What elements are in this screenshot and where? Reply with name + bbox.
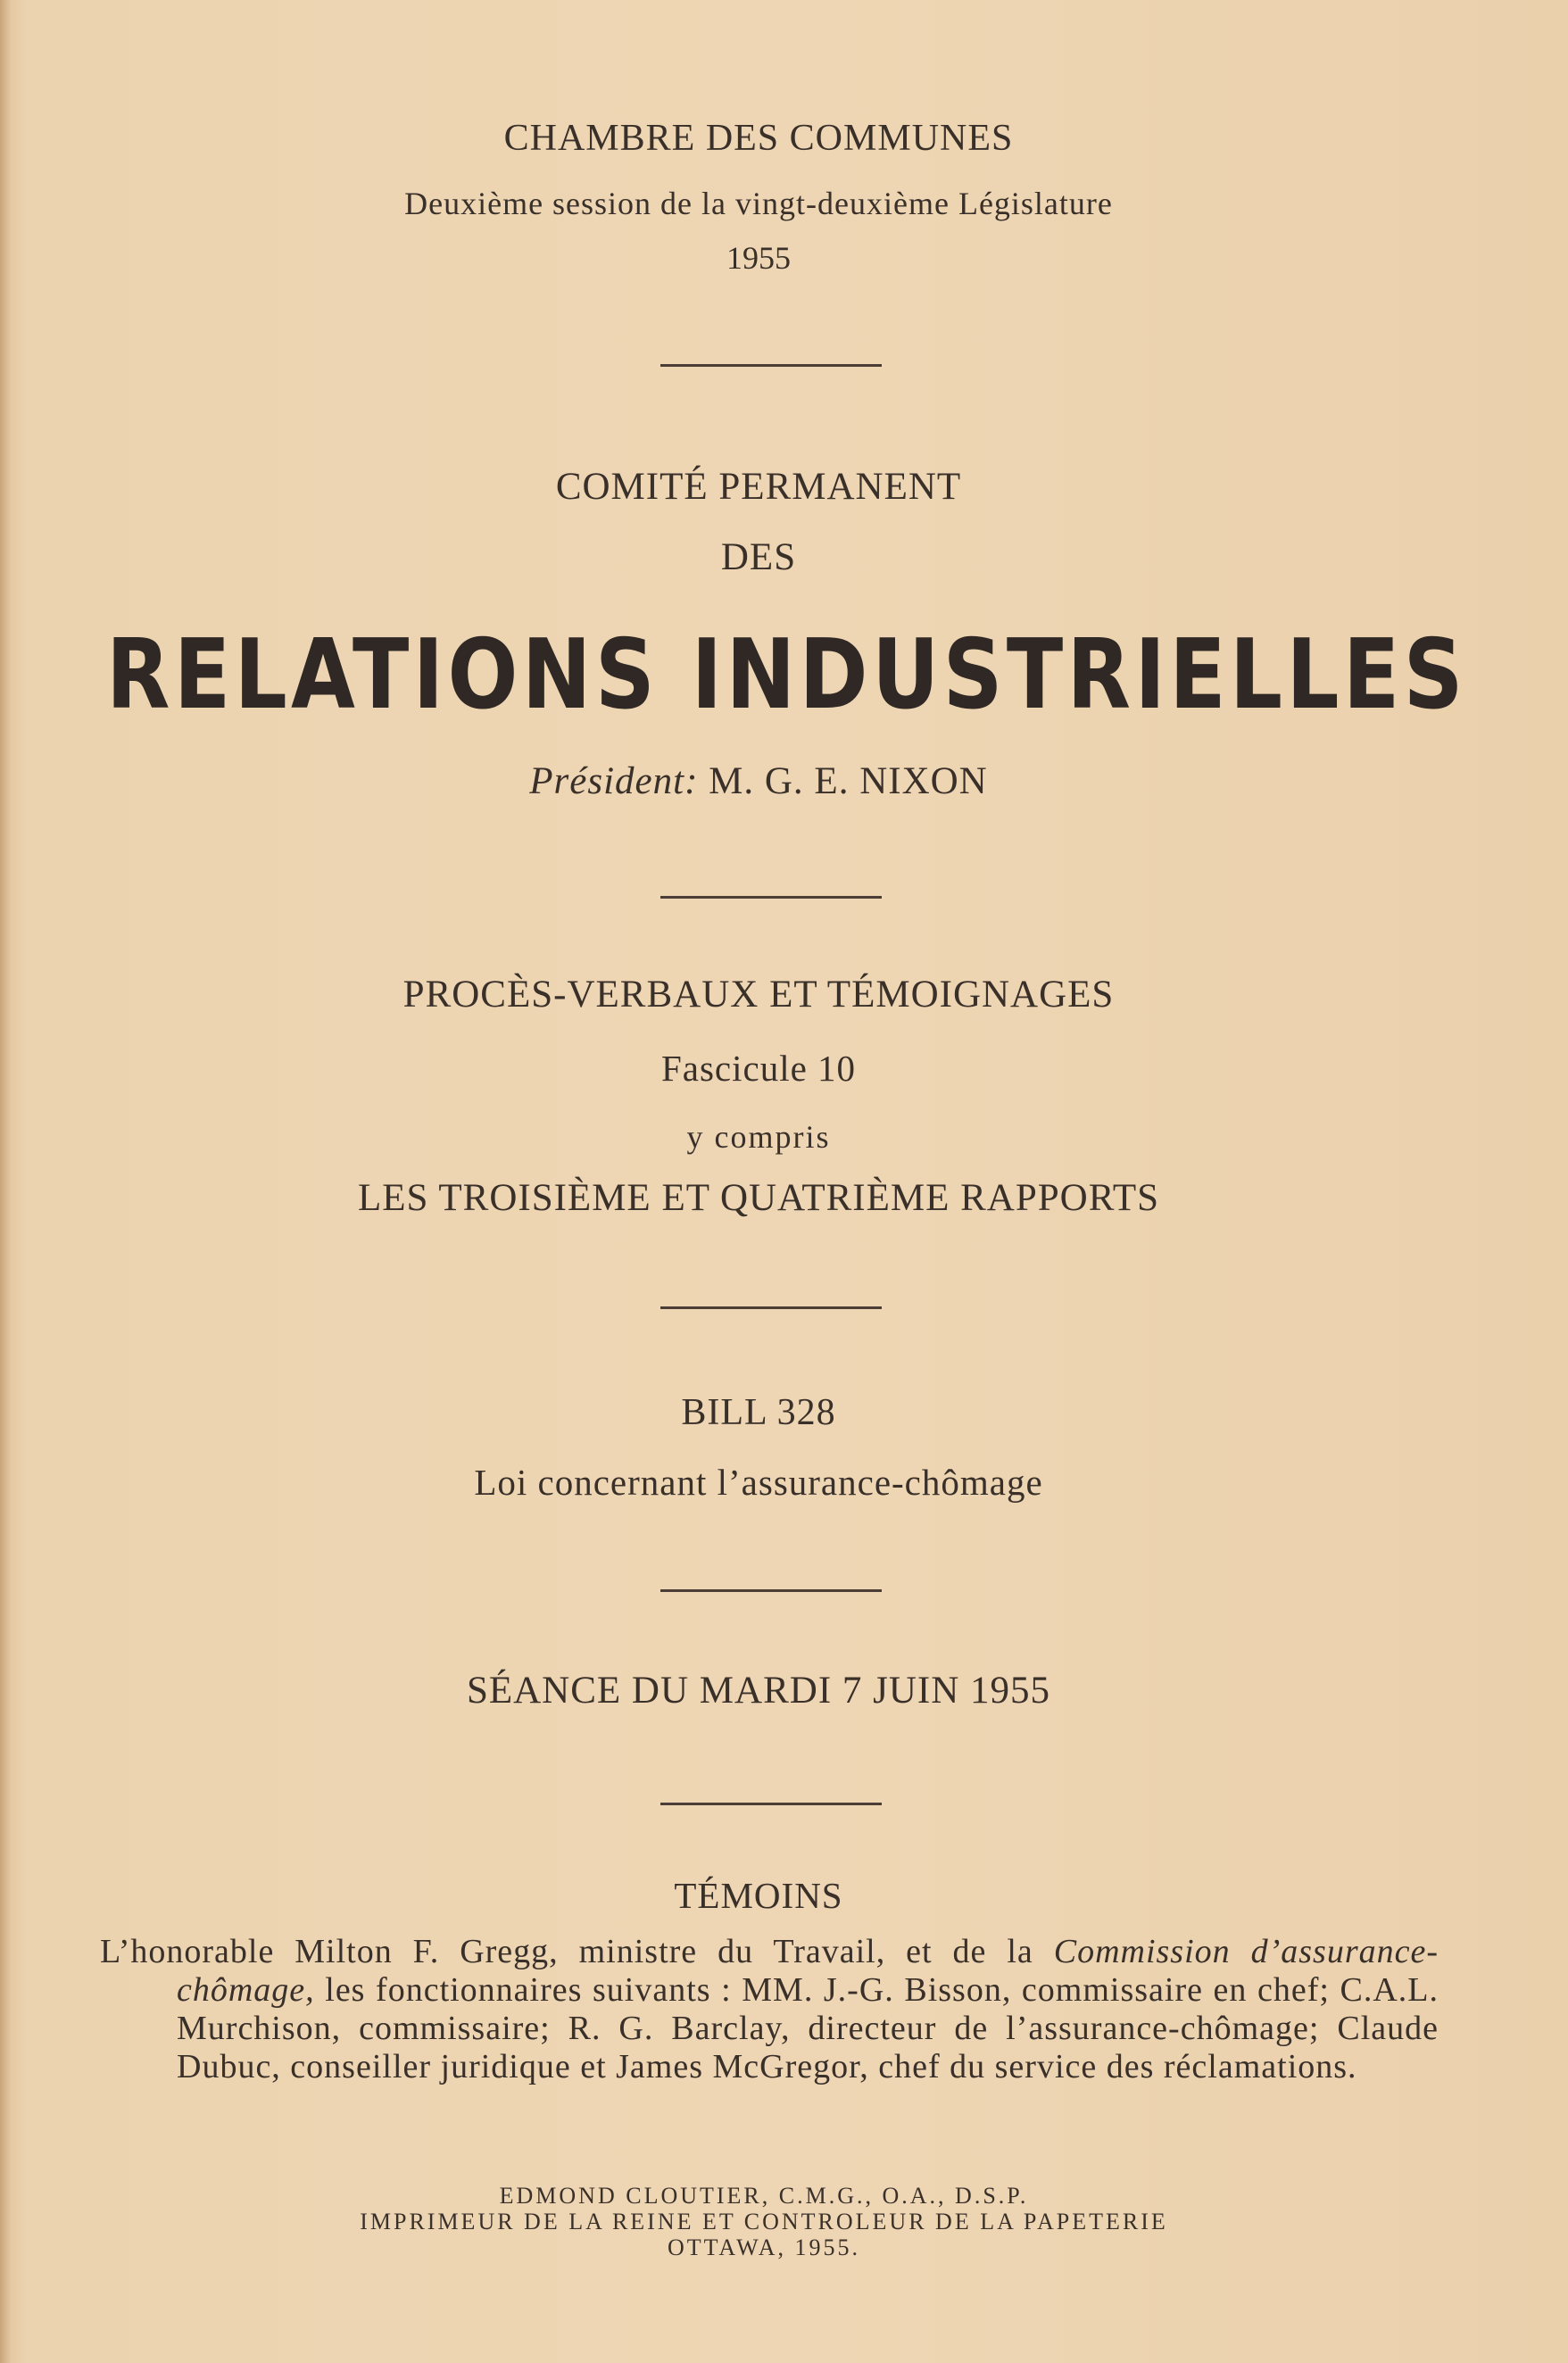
printer-line-1: EDMOND CLOUTIER, C.M.G., O.A., D.S.P. [499, 2183, 1029, 2209]
divider-rule [660, 1803, 882, 1805]
session-line: Deuxième session de la vingt-deuxième Législature [404, 186, 1113, 221]
printer-line-3: OTTAWA, 1955. [667, 2234, 861, 2260]
including-line: y compris [686, 1119, 831, 1155]
chamber-title: CHAMBRE DES COMMUNES [503, 118, 1014, 159]
reports-line: LES TROISIÈME ET QUATRIÈME RAPPORTS [357, 1177, 1160, 1219]
president-label: Président: [529, 760, 699, 802]
divider-rule [660, 1589, 882, 1592]
bill-number: BILL 328 [681, 1392, 836, 1433]
fascicule-number: Fascicule 10 [660, 1048, 857, 1089]
committee-line-1: COMITÉ PERMANENT [555, 466, 962, 508]
witnesses-paragraph [100, 1933, 1439, 2086]
committee-name: RELATIONS INDUSTRIELLES [106, 619, 1467, 731]
printer-line-2: IMPRIMEUR DE LA REINE ET CONTROLEUR DE LA PAPETERIE [360, 2209, 1168, 2234]
proceedings-title: PROCÈS-VERBAUX ET TÉMOIGNAGES [402, 974, 1115, 1016]
president-name: M. G. E. NIXON [709, 760, 988, 802]
witnesses-heading: TÉMOINS [674, 1875, 843, 1916]
divider-rule [660, 364, 882, 367]
year-line: 1955 [726, 240, 791, 276]
commission-name: Commission d’assurance-chômage, [177, 1933, 1439, 2009]
sitting-date: SÉANCE DU MARDI 7 JUIN 1955 [466, 1670, 1051, 1712]
committee-line-2: DES [720, 536, 797, 578]
divider-rule [660, 896, 882, 899]
president-line [0, 759, 1517, 803]
bill-title: Loi concernant l’assurance-chômage [474, 1462, 1043, 1503]
witnesses-text-start: L’honorable Milton F. Gregg, ministre du Travail, et de la [100, 1933, 1054, 1970]
divider-rule [660, 1306, 882, 1309]
witnesses-text-rest: les fonctionnaires suivants : MM. J.-G. Bisson, commissaire en chef; C.A.L. Murchison, commissaire; R. G. Barclay, directeur de l’assurance-chômage; Claude Dubuc, conseiller juridique et James McGregor, chef du service des réclamations. [177, 1971, 1439, 2085]
